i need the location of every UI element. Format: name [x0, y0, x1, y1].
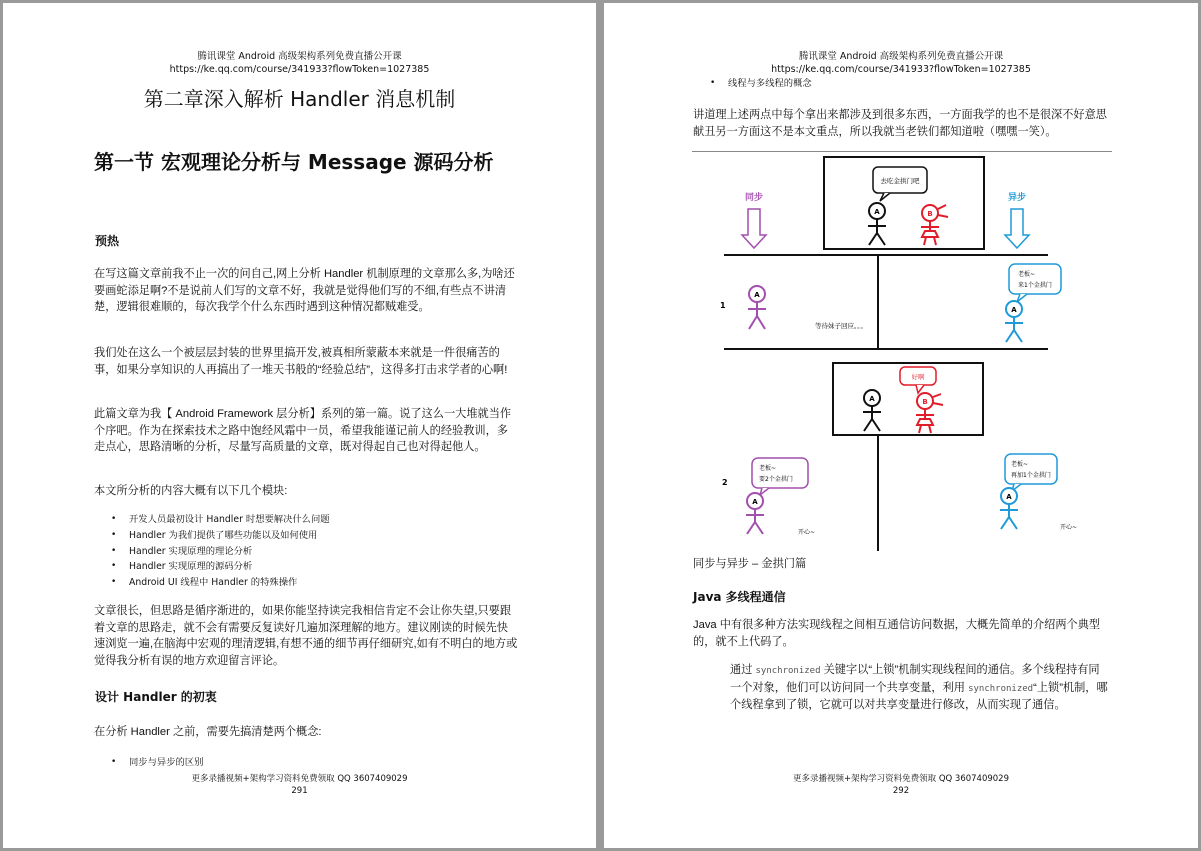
list-item: • Handler 实现原理的源码分析	[94, 559, 524, 575]
svg-text:A: A	[1006, 493, 1012, 501]
page-number: 292	[892, 786, 910, 796]
page-number: 291	[291, 786, 308, 796]
svg-text:要2个金拱门: 要2个金拱门	[759, 476, 793, 483]
subheading-handler-intent: 设计 Handler 的初衷	[95, 690, 217, 704]
subheading-warmup: 预热	[95, 234, 120, 248]
chapter-title: 第二章深入解析 Handler 消息机制	[143, 87, 456, 111]
paragraph: 讲道理上述两点中每个拿出来都涉及到很多东西，一方面我学的也不是很深不好意思献丑另一方面这不是本文重点，所以我就当老铁们都知道啦（嘿嘿一笑）。	[693, 109, 1107, 138]
label-async: 异步	[1007, 193, 1027, 203]
bubble-order-3: 老板~	[1011, 461, 1029, 468]
paragraph: 在写这篇文章前我不止一次的问自己,网上分析 Handler 机制原理的文章那么多,为啥还要画蛇添足啊?不是说前人们写的文章不好，我就是觉得他们写的不细,有些点不讲清楚，逻辑很难顺的，每次我学个什么东西时遇到这种情况都贼难受。	[94, 268, 515, 313]
concept-list	[693, 76, 1123, 92]
paragraph: 此篇文章为我【 Android Framework 层分析】系列的第一篇。说了这么一大堆就当作个序吧。作为在探索技术之路中饱经风霜中一员，希望我能谨记前人的经验教训，多走点心，思路清晰的分析，尽量写高质量的文章，既对得起自己也对得起他人。	[94, 408, 512, 453]
bubble-ok: 好啊	[911, 373, 925, 381]
svg-text:A: A	[754, 291, 760, 299]
svg-text:再加1个金拱门: 再加1个金拱门	[1011, 472, 1051, 479]
document-page-left	[3, 3, 596, 848]
list-item: • 开发人员最初设计 Handler 时想要解决什么问题	[94, 512, 524, 528]
concept-list	[94, 755, 524, 771]
svg-text:A: A	[874, 208, 880, 216]
happy-text: 开心~	[798, 529, 816, 536]
code-inline: synchronized	[968, 683, 1034, 694]
page-header	[604, 50, 1198, 76]
svg-text:B: B	[922, 398, 928, 406]
page-header	[3, 50, 596, 76]
figure-caption: 同步与异步 – 金拱门篇	[693, 558, 807, 570]
paragraph: 在分析 Handler 之前，需要先搞清楚两个概念:	[94, 726, 322, 738]
document-page-right	[604, 3, 1198, 848]
paragraph: Java 中有很多种方法实现线程之间相互通信访问数据，大概先简单的介绍两个典型的，就不上代码了。	[693, 619, 1101, 648]
sync-async-figure	[692, 153, 1112, 555]
row-number: 2	[722, 478, 728, 487]
bubble-order-1: 老板~	[1018, 271, 1036, 278]
bubble-top: 去吃金拱门吧	[880, 177, 920, 185]
list-item: • 线程与多线程的概念	[693, 76, 1123, 92]
header-course-title: 腾讯课堂 Android 高级架构系列免费直播公开课	[798, 51, 1004, 62]
footer-promo: 更多录播视频+架构学习资料免费领取 QQ 3607409029	[793, 774, 1009, 784]
person-b-icon	[916, 393, 943, 433]
section-title: 第一节 宏观理论分析与 Message 源码分析	[94, 150, 494, 174]
code-inline: synchronized	[755, 666, 821, 676]
module-list	[94, 512, 524, 591]
header-course-url: https://ke.qq.com/course/341933?flowToken=1027385	[771, 64, 1031, 75]
waiting-text: 等待妹子回应。。。	[815, 322, 867, 330]
label-sync: 同步	[744, 193, 764, 203]
svg-text:A: A	[869, 395, 875, 403]
svg-text:A: A	[1011, 306, 1017, 314]
list-item: • 同步与异步的区别	[94, 755, 524, 771]
header-course-url: https://ke.qq.com/course/341933?flowToken=1027385	[169, 64, 430, 75]
bubble-order-2: 老板~	[759, 465, 777, 472]
paragraph: 本文所分析的内容大概有以下几个模块:	[94, 485, 288, 497]
list-item: • Android UI 线程中 Handler 的特殊操作	[94, 575, 524, 591]
divider	[692, 151, 1112, 152]
async-arrow-icon	[1005, 209, 1029, 248]
header-course-title: 腾讯课堂 Android 高级架构系列免费直播公开课	[197, 51, 402, 62]
page-footer	[604, 773, 1198, 797]
svg-text:来1个金拱门: 来1个金拱门	[1018, 282, 1052, 289]
person-b-icon	[921, 205, 948, 245]
footer-promo: 更多录播视频+架构学习资料免费领取 QQ 3607409029	[191, 774, 408, 784]
list-item: • Handler 为我们提供了哪些功能以及如何使用	[94, 528, 524, 544]
paragraph: 文章很长，但思路是循序渐进的，如果你能坚持读完我相信肯定不会让你失望,只要跟着文章的思路走，就不会有需要反复读好几遍加深理解的地方。建议刚读的时候先快速浏览一遍,在脑海中宏观的理清逻辑,有想不通的细节再仔细研究,如有不明白的地方或觉得我分析有误的地方欢迎留言评论。	[94, 605, 518, 667]
svg-text:A: A	[752, 498, 758, 506]
sync-arrow-icon	[742, 209, 766, 248]
row-number: 1	[720, 301, 726, 310]
page-footer	[3, 773, 596, 797]
subheading-java-thread-communication: Java 多线程通信	[693, 590, 786, 604]
happy-text: 开心~	[1060, 524, 1078, 531]
svg-text:B: B	[927, 210, 933, 218]
paragraph: 我们处在这么一个被层层封装的世界里搞开发,被真相所蒙蔽本来就是一件很痛苦的事，如果分享知识的人再搞出了一堆天书般的“经验总结”，这得多打击求学者的心啊!	[94, 347, 508, 376]
quote-block: 通过 synchronized 关键字以“上锁”机制实现线程间的通信。多个线程持有同一个对象，他们可以访问同一个共享变量，利用 synchronized“上锁”机制，哪个线程拿到了锁，它就可以对共享变量进行修改，从而实现了通信。	[730, 664, 1108, 711]
list-item: • Handler 实现原理的理论分析	[94, 544, 524, 560]
